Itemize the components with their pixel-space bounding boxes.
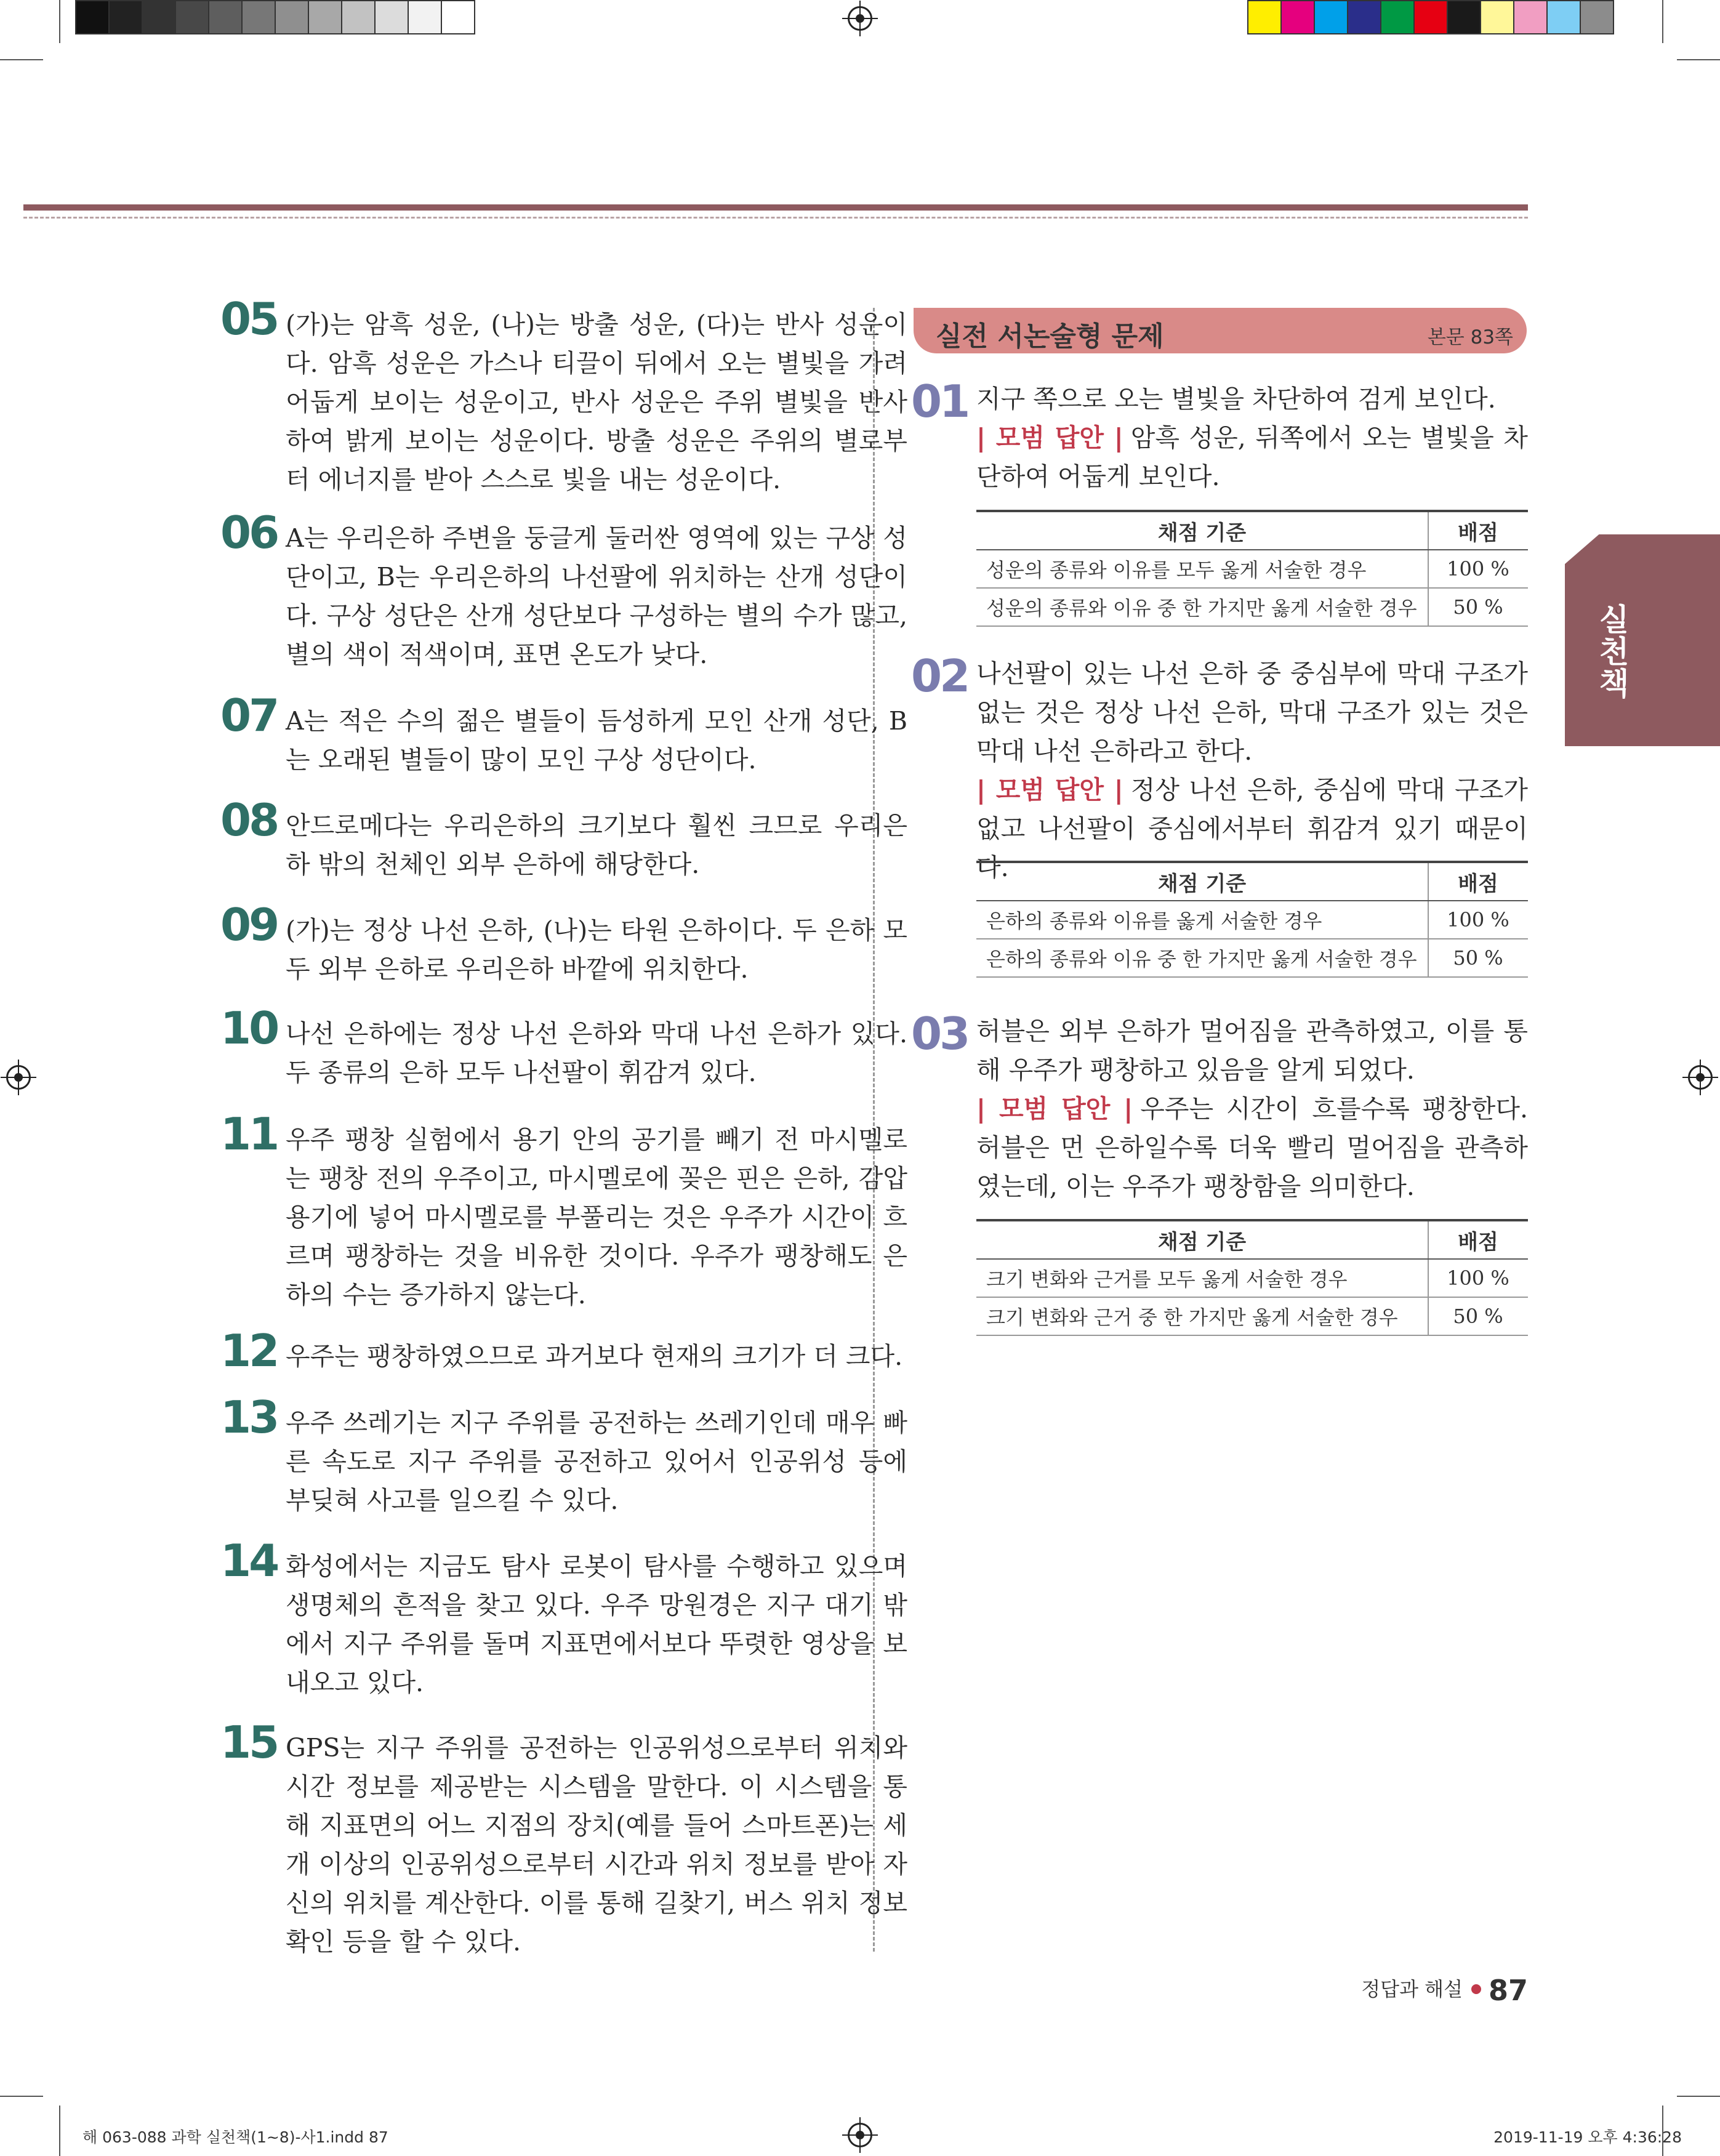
slug-file-info: 해 063-088 과학 실천책(1~8)-사1.indd 87 xyxy=(82,2128,388,2146)
score-cell: 50 % xyxy=(1428,588,1528,626)
question-02-text xyxy=(976,654,1528,887)
answer-text: 우주는 팽창하였으므로 과거보다 현재의 크기가 더 크다. xyxy=(286,1341,903,1371)
answer-number: 07 xyxy=(220,690,278,741)
answer-number: 12 xyxy=(220,1325,278,1377)
table-row xyxy=(976,550,1528,588)
section-title: 실전 서논술형 문제 xyxy=(936,321,1164,352)
page-folio xyxy=(1361,1974,1528,2007)
color-swatch-4 xyxy=(1380,0,1415,34)
model-answer-text: 정상 나선 은하, 중심에 막대 구조가 없고 나선팔이 중심에서부터 휘감겨 있기 때문이다. xyxy=(976,775,1528,882)
question-01-text xyxy=(976,380,1528,496)
answer-number: 05 xyxy=(220,293,278,345)
crop-mark xyxy=(59,0,60,43)
answer-text: A는 우리은하 주변을 둥글게 둘러싼 영역에 있는 구상 성단이고, B는 우리은하의 나선팔에 위치하는 산개 성단이다. 구상 성단은 산개 성단보다 구성하는 별의 수가 많고, 별의 색이 적색이며, 표면 온도가 낮다. xyxy=(286,523,907,669)
criteria-header: 채점 기준 xyxy=(976,511,1428,550)
criteria-cell: 크기 변화와 근거를 모두 옳게 서술한 경우 xyxy=(976,1259,1428,1297)
color-swatch-7 xyxy=(1480,0,1514,34)
criteria-cell: 은하의 종류와 이유를 옳게 서술한 경우 xyxy=(976,901,1428,939)
color-swatch-1 xyxy=(1280,0,1315,34)
answer-text: 안드로메다는 우리은하의 크기보다 훨씬 크므로 우리은하 밖의 천체인 외부 은하에 해당한다. xyxy=(286,811,907,879)
answer-text: 우주 팽창 실험에서 용기 안의 공기를 빼기 전 마시멜로는 팽창 전의 우주이고, 마시멜로에 꽂은 핀은 은하, 감압 용기에 넣어 마시멜로를 부풀리는 것은 우주가 시간이 흐르며 팽창하는 것을 비유한 것이다. 우주가 팽창해도 은하의 수는 증가하지 않는다. xyxy=(286,1125,907,1309)
criteria-header: 채점 기준 xyxy=(976,862,1428,901)
crop-mark xyxy=(1662,0,1663,43)
answer-text: A는 적은 수의 젊은 별들이 듬성하게 모인 산개 성단, B는 오래된 별들이 많이 모인 구상 성단이다. xyxy=(286,706,907,774)
color-swatch-2 xyxy=(1314,0,1348,34)
gray-swatch-11 xyxy=(441,0,475,34)
color-swatch-5 xyxy=(1413,0,1448,34)
answer-text: GPS는 지구 주위를 공전하는 인공위성으로부터 위치와 시간 정보를 제공받는 시스템을 말한다. 이 시스템을 통해 지표면의 어느 지점의 장치(예를 들어 스마트폰)는 세 개 이상의 인공위성으로부터 시간과 위치 정보를 받아 자신의 위치를 계산한다. 이를 통해 길찾기, 버스 위치 정보 확인 등을 할 수 있다. xyxy=(286,1733,907,1957)
side-tab-label: 실천책 xyxy=(1594,603,1630,699)
scoring-table-01 xyxy=(976,510,1528,627)
score-cell: 100 % xyxy=(1428,550,1528,588)
answer-text: (가)는 암흑 성운, (나)는 방출 성운, (다)는 반사 성운이다. 암흑 성운은 가스나 티끌이 뒤에서 오는 별빛을 가려 어둡게 보이는 성운이고, 반사 성운은 주위 별빛을 반사하여 밝게 보이는 성운이다. 방출 성운은 주위의 별로부터 에너지를 받아 스스로 빛을 내는 성운이다. xyxy=(286,310,907,494)
gray-swatch-0 xyxy=(75,0,110,34)
answer-number: 06 xyxy=(220,507,278,558)
gray-swatch-6 xyxy=(275,0,309,34)
crop-mark xyxy=(59,2106,60,2156)
registration-mark-right xyxy=(1688,1065,1713,1090)
color-swatch-9 xyxy=(1546,0,1581,34)
score-cell: 100 % xyxy=(1428,1259,1528,1297)
answer-text: 화성에서는 지금도 탐사 로봇이 탐사를 수행하고 있으며 생명체의 흔적을 찾고 있다. 우주 망원경은 지구 대기 밖에서 지구 주위를 돌며 지표면에서보다 뚜렷한 영상을 보내오고 있다. xyxy=(286,1551,907,1697)
slug-timestamp: 2019-11-19 오후 4:36:28 xyxy=(1493,2128,1682,2146)
scoring-table-03 xyxy=(976,1219,1528,1336)
score-header: 배점 xyxy=(1428,862,1528,901)
question-03-text xyxy=(976,1012,1528,1206)
answer-number: 10 xyxy=(220,1002,278,1054)
gray-swatch-8 xyxy=(341,0,376,34)
section-page-ref: 본문 83쪽 xyxy=(1427,326,1513,348)
gray-swatch-10 xyxy=(408,0,442,34)
question-number-01: 01 xyxy=(911,376,968,427)
gray-swatch-9 xyxy=(374,0,409,34)
model-answer-badge: | 모범 답안 | xyxy=(976,1094,1133,1124)
score-cell: 50 % xyxy=(1428,939,1528,977)
answer-text: 나선 은하에는 정상 나선 은하와 막대 나선 은하가 있다. 두 종류의 은하 모두 나선팔이 휘감겨 있다. xyxy=(286,1019,907,1087)
table-row xyxy=(976,939,1528,977)
criteria-header: 채점 기준 xyxy=(976,1220,1428,1259)
score-cell: 100 % xyxy=(1428,901,1528,939)
model-answer-text: 우주는 시간이 흐를수록 팽창한다. 허블은 먼 은하일수록 더욱 빨리 멀어짐을 관측하였는데, 이는 우주가 팽창함을 의미한다. xyxy=(976,1094,1528,1201)
crop-mark xyxy=(0,59,43,60)
color-swatch-10 xyxy=(1580,0,1614,34)
section-header xyxy=(914,308,1527,353)
question-number-03: 03 xyxy=(911,1008,968,1060)
registration-mark-top xyxy=(848,6,872,31)
gray-swatch-7 xyxy=(308,0,342,34)
bullet-icon xyxy=(1471,1984,1481,1994)
question-number-02: 02 xyxy=(911,650,968,702)
gray-swatch-2 xyxy=(142,0,176,34)
color-swatch-8 xyxy=(1513,0,1548,34)
question-text: 지구 쪽으로 오는 별빛을 차단하여 검게 보인다. xyxy=(976,384,1496,414)
answer-number: 13 xyxy=(220,1391,278,1443)
gray-swatch-3 xyxy=(175,0,209,34)
answer-number: 08 xyxy=(220,794,278,846)
table-row xyxy=(976,901,1528,939)
gray-swatch-4 xyxy=(208,0,243,34)
scoring-table-02 xyxy=(976,861,1528,978)
answer-text: (가)는 정상 나선 은하, (나)는 타원 은하이다. 두 은하 모두 외부 은하로 우리은하 바깥에 위치한다. xyxy=(286,915,907,984)
header-dashed-rule xyxy=(23,217,1528,219)
criteria-cell: 성운의 종류와 이유 중 한 가지만 옳게 서술한 경우 xyxy=(976,588,1428,626)
grayscale-calibration-bar xyxy=(75,0,474,37)
crop-mark xyxy=(0,2096,43,2097)
side-tab xyxy=(1565,534,1720,746)
answer-number: 11 xyxy=(220,1108,278,1160)
table-row xyxy=(976,1259,1528,1297)
model-answer-badge: | 모범 답안 | xyxy=(976,423,1123,453)
gray-swatch-1 xyxy=(108,0,143,34)
criteria-cell: 성운의 종류와 이유를 모두 옳게 서술한 경우 xyxy=(976,550,1428,588)
question-text: 허블은 외부 은하가 멀어짐을 관측하였고, 이를 통해 우주가 팽창하고 있음을 알게 되었다. xyxy=(976,1016,1528,1085)
answer-number: 09 xyxy=(220,899,278,951)
model-answer-badge: | 모범 답안 | xyxy=(976,775,1123,805)
registration-mark-bottom xyxy=(848,2123,872,2147)
registration-mark-left xyxy=(6,1065,31,1090)
answer-text: 우주 쓰레기는 지구 주위를 공전하는 쓰레기인데 매우 빠른 속도로 지구 주위를 공전하고 있어서 인공위성 등에 부딪혀 사고를 일으킬 수 있다. xyxy=(286,1408,907,1515)
model-answer-text: 암흑 성운, 뒤쪽에서 오는 별빛을 차단하여 어둡게 보인다. xyxy=(976,423,1528,491)
answer-number: 15 xyxy=(220,1716,278,1768)
color-calibration-bar xyxy=(1247,0,1613,37)
score-cell: 50 % xyxy=(1428,1297,1528,1335)
folio-label: 정답과 해설 xyxy=(1361,1977,1463,2001)
color-swatch-0 xyxy=(1247,0,1282,34)
crop-mark xyxy=(1677,59,1720,60)
page-number: 87 xyxy=(1488,1974,1528,2007)
criteria-cell: 크기 변화와 근거 중 한 가지만 옳게 서술한 경우 xyxy=(976,1297,1428,1335)
color-swatch-6 xyxy=(1447,0,1481,34)
crop-mark xyxy=(1677,2096,1720,2097)
table-row xyxy=(976,1297,1528,1335)
answer-number: 14 xyxy=(220,1535,278,1587)
gray-swatch-5 xyxy=(241,0,276,34)
criteria-cell: 은하의 종류와 이유 중 한 가지만 옳게 서술한 경우 xyxy=(976,939,1428,977)
score-header: 배점 xyxy=(1428,1220,1528,1259)
header-band xyxy=(23,204,1528,211)
color-swatch-3 xyxy=(1347,0,1381,34)
question-text: 나선팔이 있는 나선 은하 중 중심부에 막대 구조가 없는 것은 정상 나선 은하, 막대 구조가 있는 것은 막대 나선 은하라고 한다. xyxy=(976,659,1528,766)
table-row xyxy=(976,588,1528,626)
score-header: 배점 xyxy=(1428,511,1528,550)
